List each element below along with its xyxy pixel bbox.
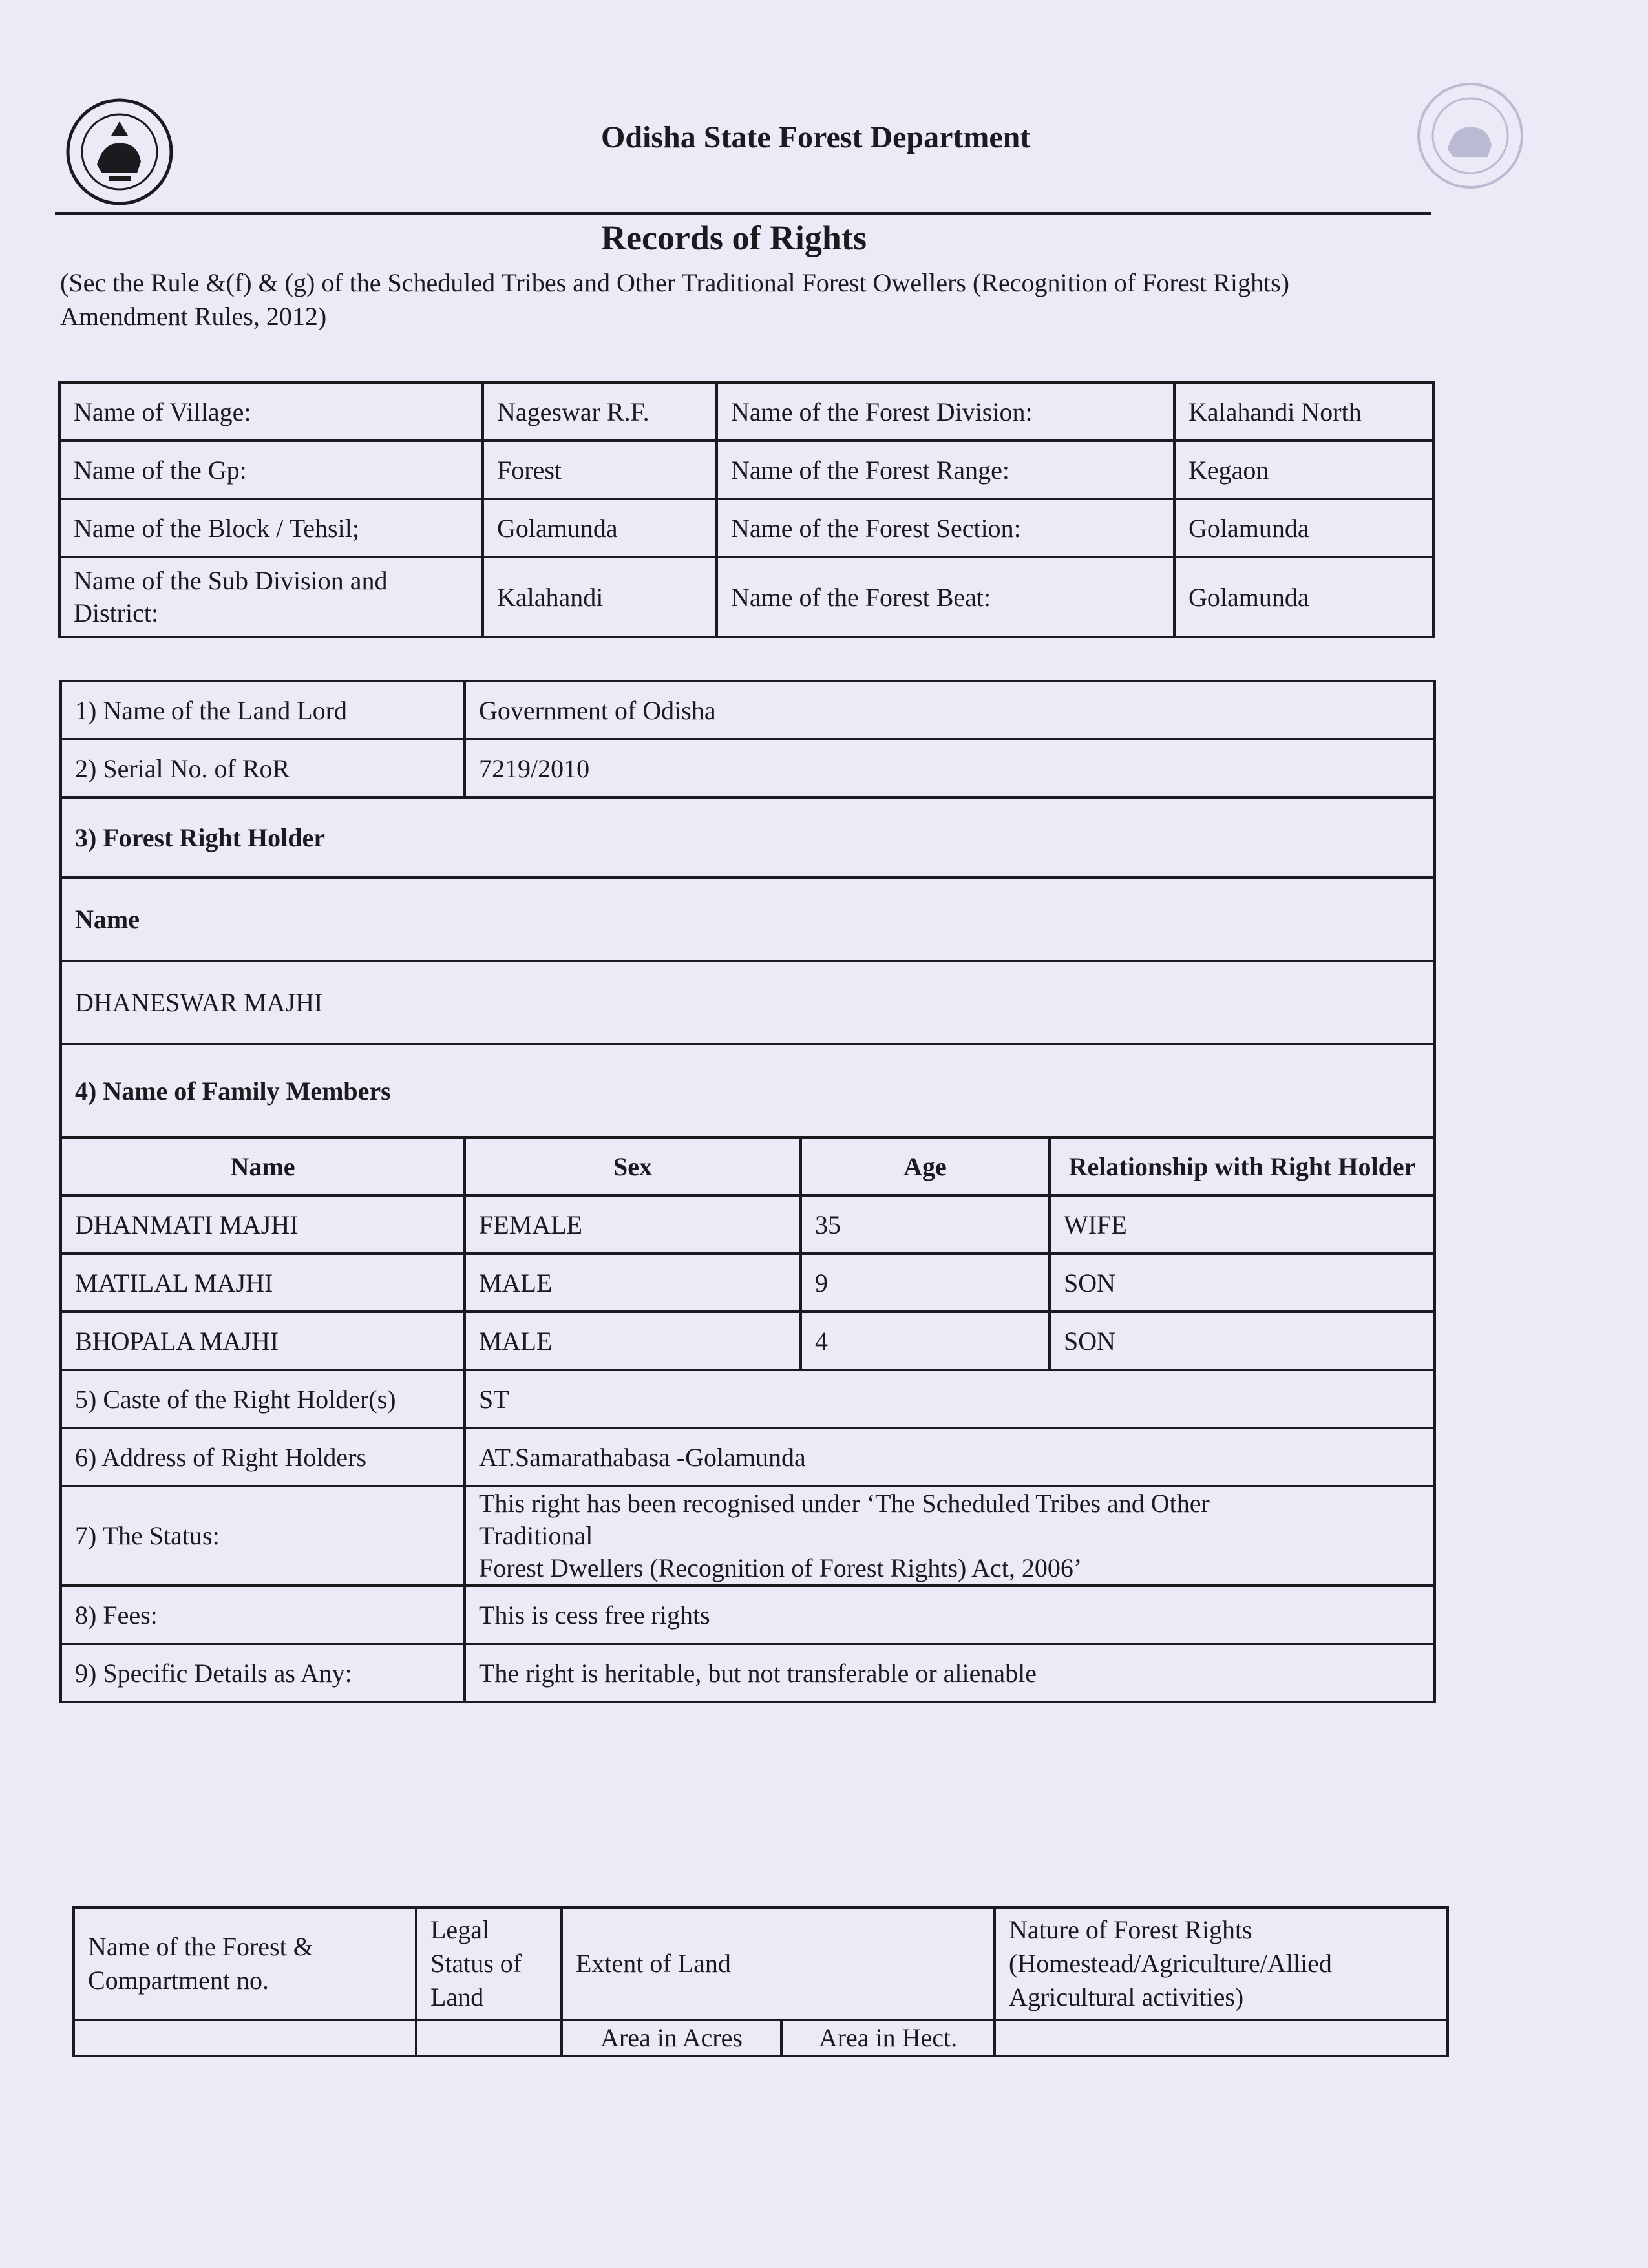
member-relationship: SON — [1050, 1312, 1435, 1370]
block-label: Name of the Block / Tehsil; — [59, 499, 483, 557]
status-line: Forest Dwellers (Recognition of Forest Rights) Act, 2006’ — [479, 1553, 1083, 1582]
location-row — [59, 383, 1433, 441]
land-lord-label: 1) Name of the Land Lord — [61, 681, 465, 739]
status-label: 7) The Status: — [61, 1486, 465, 1586]
address-label: 6) Address of Right Holders — [61, 1428, 465, 1486]
fees-value: This is cess free rights — [465, 1586, 1435, 1644]
member-sex: FEMALE — [465, 1195, 801, 1254]
specific-details-row — [61, 1644, 1435, 1702]
address-row — [61, 1428, 1435, 1486]
specific-details-label: 9) Specific Details as Any: — [61, 1644, 465, 1702]
member-sex: MALE — [465, 1254, 801, 1312]
subdivision-label: Name of the Sub Division and District: — [59, 557, 483, 637]
location-row — [59, 499, 1433, 557]
address-value: AT.Samarathabasa -Golamunda — [465, 1428, 1435, 1486]
serial-row — [61, 739, 1435, 797]
forest-range-value: Kegaon — [1174, 441, 1433, 499]
block-value: Golamunda — [483, 499, 717, 557]
subdivision-value: Kalahandi — [483, 557, 717, 637]
member-age: 35 — [801, 1195, 1050, 1254]
right-holder-heading: 3) Forest Right Holder — [61, 797, 1435, 877]
extent-of-land-header: Extent of Land — [562, 1907, 995, 2020]
column-header-name: Name — [61, 1137, 465, 1195]
gp-value: Forest — [483, 441, 717, 499]
land-table — [72, 1906, 1449, 2057]
land-lord-row — [61, 681, 1435, 739]
caste-value: ST — [465, 1370, 1435, 1428]
land-table-header — [74, 1907, 1448, 2020]
family-member-row — [61, 1254, 1435, 1312]
gp-label: Name of the Gp: — [59, 441, 483, 499]
header-divider — [55, 212, 1431, 215]
empty-cell — [416, 2020, 562, 2056]
fees-row — [61, 1586, 1435, 1644]
member-relationship: WIFE — [1050, 1195, 1435, 1254]
family-member-row — [61, 1312, 1435, 1370]
location-row — [59, 441, 1433, 499]
caste-row — [61, 1370, 1435, 1428]
village-label: Name of Village: — [59, 383, 483, 441]
forest-beat-label: Name of the Forest Beat: — [717, 557, 1174, 637]
serial-value: 7219/2010 — [465, 739, 1435, 797]
status-line: Traditional — [479, 1521, 593, 1550]
faint-emblem-icon — [1415, 81, 1525, 191]
specific-details-value: The right is heritable, but not transferable or alienable — [465, 1644, 1435, 1702]
forest-beat-value: Golamunda — [1174, 557, 1433, 637]
forest-division-value: Kalahandi North — [1174, 383, 1433, 441]
area-hect-header: Area in Hect. — [781, 2020, 995, 2056]
member-sex: MALE — [465, 1312, 801, 1370]
status-value — [465, 1486, 1435, 1586]
member-age: 4 — [801, 1312, 1050, 1370]
page-title: Records of Rights — [601, 218, 867, 257]
village-value: Nageswar R.F. — [483, 383, 717, 441]
nature-of-rights-header: Nature of Forest Rights (Homestead/Agriculture/Allied Agricultural activities) — [995, 1907, 1448, 2020]
serial-label: 2) Serial No. of RoR — [61, 739, 465, 797]
fees-label: 8) Fees: — [61, 1586, 465, 1644]
status-line: This right has been recognised under ‘The Scheduled Tribes and Other — [479, 1489, 1210, 1518]
member-name: DHANMATI MAJHI — [61, 1195, 465, 1254]
family-table-header — [61, 1137, 1435, 1195]
member-name: BHOPALA MAJHI — [61, 1312, 465, 1370]
status-row — [61, 1486, 1435, 1586]
forest-section-value: Golamunda — [1174, 499, 1433, 557]
family-members-heading: 4) Name of Family Members — [61, 1044, 1435, 1137]
column-header-sex: Sex — [465, 1137, 801, 1195]
department-name: Odisha State Forest Department — [601, 120, 1031, 154]
member-name: MATILAL MAJHI — [61, 1254, 465, 1312]
location-table — [58, 381, 1435, 638]
land-table-subheader — [74, 2020, 1448, 2056]
legal-status-header: Legal Status of Land — [416, 1907, 562, 2020]
column-header-age: Age — [801, 1137, 1050, 1195]
forest-compartment-header: Name of the Forest & Compartment no. — [74, 1907, 416, 2020]
forest-range-label: Name of the Forest Range: — [717, 441, 1174, 499]
forest-division-label: Name of the Forest Division: — [717, 383, 1174, 441]
member-relationship: SON — [1050, 1254, 1435, 1312]
caste-label: 5) Caste of the Right Holder(s) — [61, 1370, 465, 1428]
member-age: 9 — [801, 1254, 1050, 1312]
column-header-relationship: Relationship with Right Holder — [1050, 1137, 1435, 1195]
record-table — [59, 680, 1436, 1703]
empty-cell — [995, 2020, 1448, 2056]
page-subtitle: (Sec the Rule &(f) & (g) of the Scheduled Tribes and Other Traditional Forest Owellers (Recognition of Forest Rights) Amendment Rules, 2012) — [60, 268, 1289, 331]
family-member-row — [61, 1195, 1435, 1254]
land-lord-value: Government of Odisha — [465, 681, 1435, 739]
empty-cell — [74, 2020, 416, 2056]
right-holder-name: DHANESWAR MAJHI — [61, 961, 1435, 1044]
location-row — [59, 557, 1433, 637]
odisha-emblem-icon — [65, 97, 174, 207]
area-acres-header: Area in Acres — [562, 2020, 781, 2056]
name-heading: Name — [61, 877, 1435, 961]
forest-section-label: Name of the Forest Section: — [717, 499, 1174, 557]
